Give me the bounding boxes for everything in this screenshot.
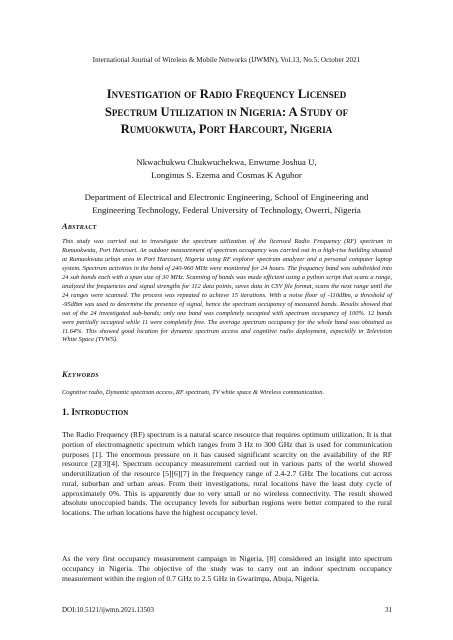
affiliation-line-2: Engineering Technology, Federal University of Technology, Owerri, Nigeria bbox=[92, 204, 361, 215]
authors-line-1: Nkwachukwu Chukwuchekwa, Enwume Joshua U, bbox=[136, 157, 317, 167]
abstract-text: This study was carried out to investigate the spectrum utilization of the licensed Radio Frequency (RF) spectrum in Rumuokwuta, Port Harcourt. An outdoor measurement of spectrum occupancy was carried out in a high-rise building situated at Rumuokwuta urban area in Port Harcourt, Nigeria using RF explorer spectrum analyzer and a personal computer laptop system. Spectrum activities in the band of 240-960 MHz were monitored for 24 hours. The frequency band was subdivided into 24 sub bands each with a span size of 30 MHz. Scanning of bands was made efficient using a python script that scans a range, analyzed the frequencies and signal strengths for 112 data points, saves data in CSV file format, scans the next range until the 24 ranges were scanned. The process was repeated to achieve 15 iterations. With a noise floor of -110dBm, a threshold of -95dBm was used to determine the presence of signal, hence the spectrum occupancy of measured bands. Results showed that out of the 24 investigated sub-bands; only one band was completely occupied with spectrum occupancy of 100%. 12 bands were partially occupied while 11 were completely free. The average spectrum occupancy for the whole band was obtained as 11.64%. This showed good location for dynamic spectrum access and cognitive radio deployment, especially in Television White Space (TVWS). bbox=[62, 238, 392, 344]
abstract-heading: Abstract bbox=[62, 222, 97, 231]
introduction-paragraph-2: As the very first occupancy measurement campaign in Nigeria, [8] considered an insight into spectrum occupancy in Nigeria. The objective of the study was to carry out an indoor spectrum occupancy measurement within the region of 0.7 GHz to 2.5 GHz in Gwarimpa, Abuja, Nigeria. bbox=[62, 554, 392, 583]
paper-title bbox=[30, 86, 423, 139]
author-list bbox=[30, 156, 423, 181]
page-number: 31 bbox=[385, 606, 392, 614]
title-line-1: Investigation of Radio Frequency Licensed bbox=[106, 87, 347, 101]
journal-header: International Journal of Wireless & Mobile Networks (IJWMN), Vol.13, No.5, October 2021 bbox=[92, 56, 361, 64]
section-heading-introduction: 1. Introduction bbox=[62, 408, 129, 418]
title-line-3: Rumuokwuta, Port Harcourt, Nigeria bbox=[120, 122, 333, 136]
title-line-2: Spectrum Utilization in Nigeria: A Study of bbox=[104, 104, 349, 119]
affiliation-line-1: Department of Electrical and Electronic Engineering, School of Engineering and bbox=[84, 192, 369, 202]
introduction-paragraph-1: The Radio Frequency (RF) spectrum is a natural scarce resource that requires optimum utilization. It is that portion of electromagnetic spectrum which ranges from 3 Hz to 300 GHz that is used for communication purposes [1]. The enormous pressure on it has caused significant scarcity on the availability of the RF resource [2][3][4]. Spectrum occupancy measurement carried out in various parts of the world showed underutilization of the resource [5][6][7] in the frequency range of 2.4-2.7 GHz The locations cut across rural, suburban and urban areas. From their investigations, rural locations have the least duty cycle of approximately 0%. This is apparently due to very small or no wireless connectivity. The result showed absolute unoccupied bands. The occupancy levels for suburban regions were better compared to the rural locations. The urban locations have the highest occupancy level. bbox=[62, 430, 392, 517]
affiliation bbox=[30, 191, 423, 216]
authors-line-2: Longinus S. Ezema and Cosmas K Agubor bbox=[151, 169, 302, 180]
keywords-text: Cognitive radio, Dynamic spectrum access, RF spectrum, TV white space & Wireless communication. bbox=[62, 389, 325, 396]
keywords-heading: Keywords bbox=[62, 370, 99, 379]
doi-text: DOI:10.5121/ijwmn.2021.13503 bbox=[62, 606, 154, 614]
